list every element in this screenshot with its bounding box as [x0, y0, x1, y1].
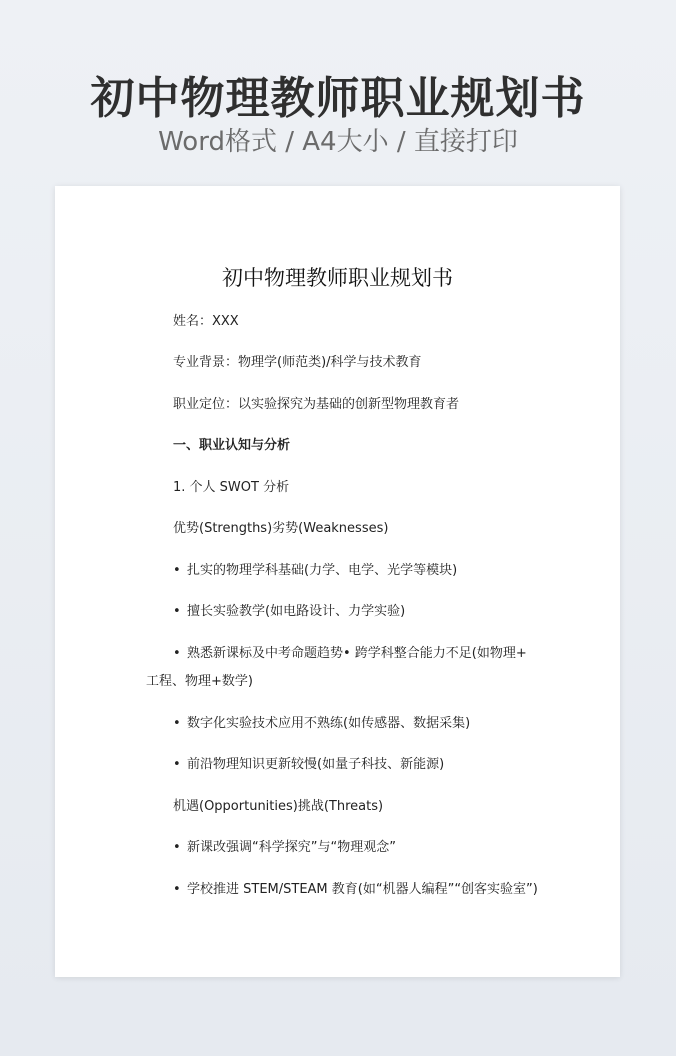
- document-page: [55, 186, 620, 977]
- list-item: [173, 836, 396, 855]
- banner-title: 初中物理教师职业规划书: [90, 73, 586, 124]
- list-item-text: 扎实的物理学科基础(力学、电学、光学等模块): [187, 563, 458, 578]
- list-item-text: 新课改强调“科学探究”与“物理观念”: [187, 840, 396, 855]
- list-item: [173, 642, 527, 661]
- banner-subtitle: Word格式 / A4大小 / 直接打印: [158, 127, 518, 157]
- banner: [0, 0, 676, 180]
- list-item-text: 擅长实验教学(如电路设计、力学实验): [187, 604, 406, 619]
- list-item: [173, 559, 457, 578]
- section-heading: 一、职业认知与分析: [173, 438, 291, 453]
- list-item: [173, 878, 538, 897]
- list-item-text: 数字化实验技术应用不熟练(如传感器、数据采集): [187, 716, 471, 731]
- document-title: 初中物理教师职业规划书: [222, 266, 453, 290]
- list-item-text: 学校推进 STEM/STEAM 教育(如“机器人编程”“创客实验室”): [187, 882, 538, 897]
- sw-heading: 优势(Strengths)劣势(Weaknesses): [173, 521, 389, 536]
- wrapped-line: 工程、物理+数学): [146, 674, 253, 689]
- bullet-icon: •: [173, 882, 181, 897]
- background-line: 专业背景：物理学(师范类)/科学与技术教育: [173, 355, 422, 370]
- list-item-text: 前沿物理知识更新较慢(如量子科技、新能源): [187, 757, 445, 772]
- list-item-text: 熟悉新课标及中考命题趋势• 跨学科整合能力不足(如物理+: [187, 646, 527, 661]
- bullet-icon: •: [173, 840, 181, 855]
- bullet-icon: •: [173, 716, 181, 731]
- list-item: [173, 753, 444, 772]
- subsection-heading: 1. 个人 SWOT 分析: [173, 480, 290, 495]
- name-line: 姓名：XXX: [173, 314, 239, 329]
- bullet-icon: •: [173, 757, 181, 772]
- bullet-icon: •: [173, 563, 181, 578]
- position-line: 职业定位：以实验探究为基础的创新型物理教育者: [173, 397, 460, 412]
- list-item: [173, 600, 405, 619]
- list-item: [173, 712, 470, 731]
- bullet-icon: •: [173, 646, 181, 661]
- bullet-icon: •: [173, 604, 181, 619]
- ot-heading: 机遇(Opportunities)挑战(Threats): [173, 799, 384, 814]
